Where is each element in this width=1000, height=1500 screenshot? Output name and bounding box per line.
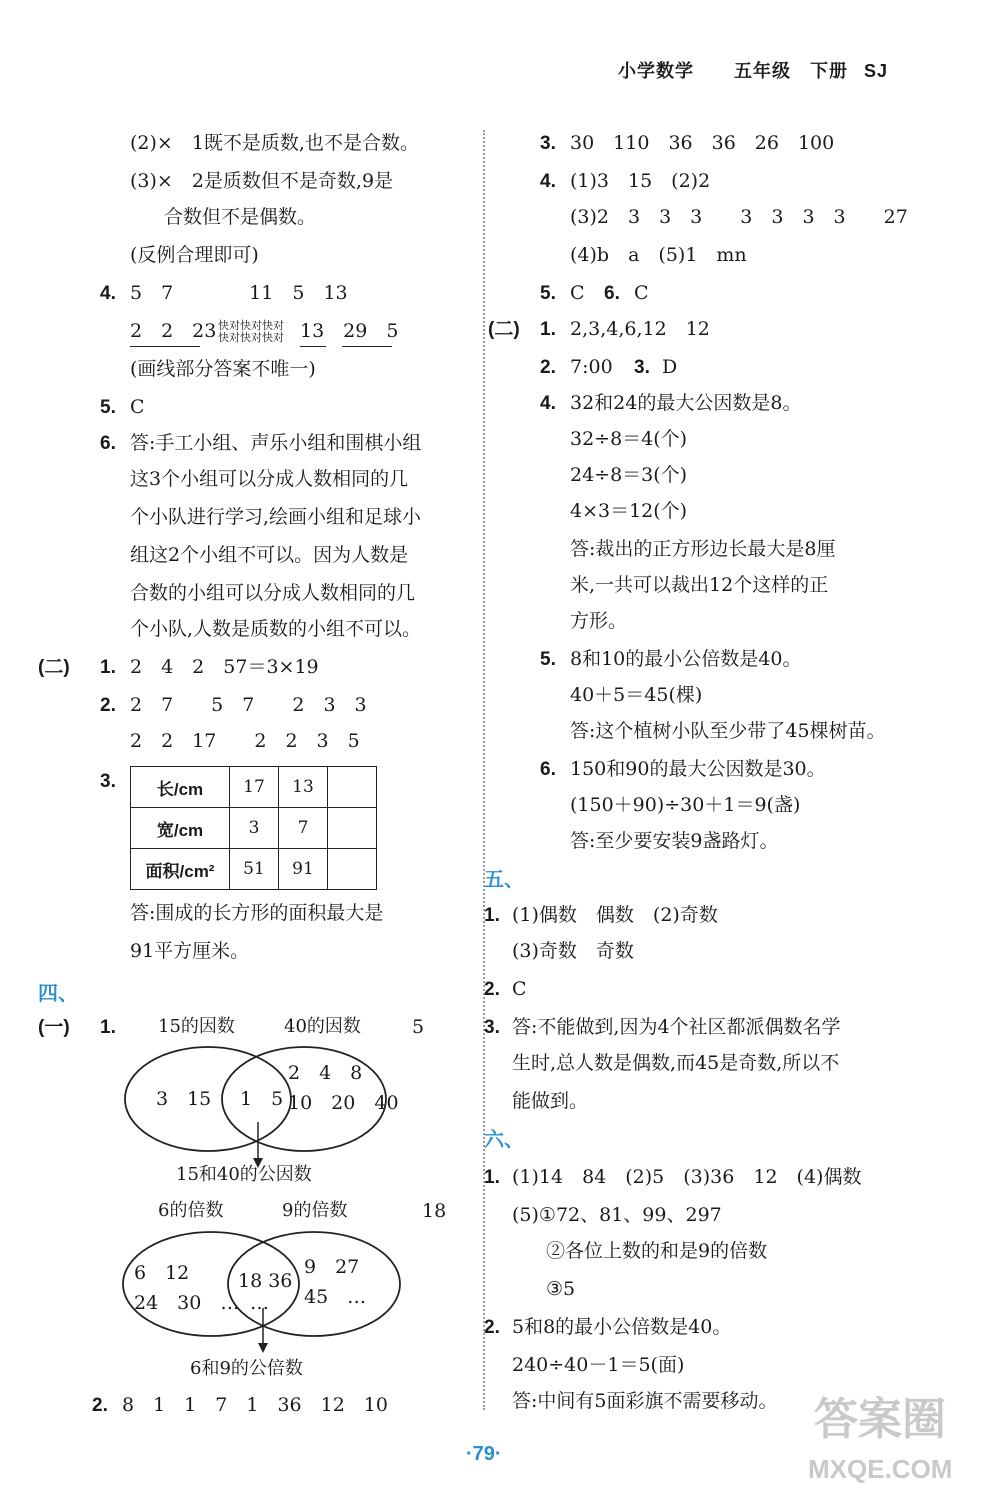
r-s2-q1-answer: 2,3,4,6,12 12 [570, 318, 710, 340]
s6-q1-row-c: ②各位上数的和是9的倍数 [546, 1240, 768, 1262]
s6-q2-line-3: 答:中间有5面彩旗不需要移动。 [512, 1390, 778, 1412]
s6-q1-row-a: (1)14 84 (2)5 (3)36 12 (4)偶数 [512, 1166, 862, 1188]
table-header-length: 长/cm [131, 767, 230, 808]
s2-q3-answer-2: 91平方厘米。 [130, 940, 250, 962]
table-header-area: 面积/cm² [131, 849, 230, 890]
s5-q2-number: 2. [484, 979, 500, 1000]
header-volume: 下册 [810, 61, 848, 81]
s2-q2-row-a: 2 7 5 7 2 3 3 [130, 694, 367, 716]
r-s2-q2-answer: 7:00 [570, 356, 613, 378]
venn2-left-bottom: 24 30 … [134, 1292, 240, 1314]
s41-q1-number: 1. [100, 1017, 116, 1038]
venn2-mid-bottom: … [250, 1292, 269, 1314]
s5-q1-row-a: (1)偶数 偶数 (2)奇数 [512, 904, 718, 926]
left-line-2: (3)× 2是质数但不是奇数,9是 [130, 170, 394, 192]
venn2-right-label: 9的倍数 [282, 1200, 348, 1221]
venn2-arrowhead [258, 1343, 268, 1353]
watermark-url: MXQE.COM [808, 1454, 953, 1484]
q4-row-b2: 13 29 5 [300, 320, 399, 342]
left-line-3: 合数但不是偶数。 [164, 206, 317, 228]
table-cell [328, 767, 377, 808]
s2-q2-number: 2. [100, 695, 116, 716]
r-s2-q5-line-1: 8和10的最小公倍数是40。 [570, 648, 802, 670]
r-q4-row-c: (4)b a (5)1 mn [570, 244, 747, 266]
q6-line-6: 个小队,人数是质数的小组不可以。 [130, 618, 422, 640]
q6-line-4: 组这2个小组不可以。因为人数是 [130, 544, 409, 566]
s6-q2-number: 2. [484, 1317, 500, 1338]
s5-q3-line-3: 能做到。 [512, 1090, 589, 1112]
venn2-extra: 18 [422, 1200, 447, 1222]
r-q6-number: 6. [604, 283, 620, 304]
q5-answer: C [130, 396, 145, 418]
s2-q2-row-b: 2 2 17 2 2 3 5 [130, 730, 360, 752]
q6-number: 6. [100, 433, 116, 454]
q4-overlay-1: 快对快对快对 [218, 319, 284, 332]
table-cell: 7 [279, 808, 328, 849]
s6-q1-number: 1. [484, 1167, 500, 1188]
q6-line-1: 答:手工小组、声乐小组和围棋小组 [130, 432, 422, 454]
s42-number: 2. [92, 1395, 108, 1416]
r-s2-q4-line-6: 米,一共可以裁出12个这样的正 [570, 574, 829, 596]
r-s2-q2-number: 2. [540, 357, 556, 378]
r-q4-row-b: (3)2 3 3 3 3 3 3 3 27 [570, 206, 908, 228]
header-grade: 五年级 [734, 61, 791, 81]
r-s2-q5-line-2: 40＋5＝45(棵) [570, 684, 703, 706]
table-cell [328, 808, 377, 849]
table-cell: 3 [230, 808, 279, 849]
venn2-right-bottom: 45 … [304, 1286, 367, 1308]
venn2-caption: 6和9的公倍数 [190, 1358, 303, 1379]
q4-overlay-2: 快对快对快对 [218, 331, 284, 344]
r-s2-q4-number: 4. [540, 393, 556, 414]
q4-underline-1 [130, 346, 200, 347]
s2-q1-answer: 2 4 2 57＝3×19 [130, 656, 319, 678]
q5-number: 5. [100, 397, 116, 418]
section-6-heading: 六、 [484, 1129, 524, 1151]
r-q3-number: 3. [540, 133, 556, 154]
r-s2-q4-line-1: 32和24的最大公因数是8。 [570, 392, 802, 414]
r-s2-q5-line-3: 答:这个植树小队至少带了45棵树苗。 [570, 720, 886, 742]
s5-q3-line-2: 生时,总人数是偶数,而45是奇数,所以不 [512, 1052, 840, 1074]
r-s2-q4-line-5: 答:裁出的正方形边长最大是8厘 [570, 538, 836, 560]
table-cell [328, 849, 377, 890]
venn2-left-top: 6 12 [134, 1262, 190, 1284]
section-4-heading: 四、 [38, 983, 78, 1005]
q6-line-2: 这3个小组可以分成人数相同的几 [130, 468, 409, 490]
q6-line-3: 个小队进行学习,绘画小组和足球小 [130, 506, 422, 528]
venn1-left-label: 15的因数 [158, 1016, 235, 1037]
header-edition: SJ [864, 61, 889, 81]
s42-answer: 8 1 1 7 1 36 12 10 [122, 1394, 388, 1416]
r-s2-q6-number: 6. [540, 759, 556, 780]
r-q5-answer: C [570, 282, 604, 304]
r-s2-q6-line-1: 150和90的最大公因数是30。 [570, 758, 826, 780]
s6-q1-row-d: ③5 [546, 1278, 576, 1300]
q4-row-a: 5 7 11 5 13 [130, 282, 348, 304]
q6-line-5: 合数的小组可以分成人数相同的几 [130, 582, 416, 604]
r-s2-q1-number: 1. [540, 319, 556, 340]
right-section-2-label: (二) [488, 319, 520, 340]
r-s2-q4-line-2: 32÷8＝4(个) [570, 428, 688, 450]
s2-q1-number: 1. [100, 657, 116, 678]
venn2-right-top: 9 27 [304, 1256, 360, 1278]
s5-q1-row-b: (3)奇数 奇数 [512, 940, 634, 962]
venn1-mid-values: 1 5 [240, 1088, 284, 1110]
watermark-logo: 答案圈 [814, 1395, 946, 1444]
left-section-2-label: (二) [38, 657, 70, 678]
q4-note: (画线部分答案不唯一) [130, 358, 316, 380]
q4-underline-2 [300, 346, 326, 347]
s2-q3-answer-1: 答:围成的长方形的面积最大是 [130, 902, 384, 924]
r-q3-answer: 30 110 36 36 26 100 [570, 132, 835, 154]
table-cell: 51 [230, 849, 279, 890]
venn2-left-label: 6的倍数 [158, 1200, 224, 1221]
r-q4-number: 4. [540, 171, 556, 192]
section-4-1-label: (一) [38, 1017, 70, 1038]
r-s2-q3-answer: D [662, 356, 678, 378]
table-cell: 13 [279, 767, 328, 808]
venn1-extra: 5 [412, 1016, 425, 1038]
column-divider [483, 130, 485, 1410]
venn1-right-bottom: 10 20 40 [288, 1092, 399, 1114]
table-cell: 17 [230, 767, 279, 808]
table-cell: 91 [279, 849, 328, 890]
r-s2-q4-line-4: 4×3＝12(个) [570, 500, 688, 522]
venn1-left-values: 3 15 [156, 1088, 212, 1110]
s6-q2-line-1: 5和8的最小公倍数是40。 [512, 1316, 732, 1338]
r-q5-number: 5. [540, 283, 556, 304]
r-s2-q6-line-3: 答:至少要安装9盏路灯。 [570, 830, 779, 852]
q4-row-b1: 2 2 23 [130, 320, 217, 342]
left-line-4: (反例合理即可) [130, 244, 259, 266]
s5-q3-line-1: 答:不能做到,因为4个社区都派偶数名学 [512, 1016, 841, 1038]
r-s2-q5-number: 5. [540, 649, 556, 670]
page-number: ·79· [466, 1443, 502, 1465]
rectangle-table [130, 766, 377, 890]
venn2-mid-top: 18 36 [238, 1270, 293, 1292]
q4-number: 4. [100, 283, 116, 304]
venn1-right-top: 2 4 8 [288, 1062, 363, 1084]
r-s2-q4-line-7: 方形。 [570, 610, 628, 632]
r-q4-row-a: (1)3 15 (2)2 [570, 170, 711, 192]
left-line-1: (2)× 1既不是质数,也不是合数。 [130, 132, 419, 154]
table-header-width: 宽/cm [131, 808, 230, 849]
r-s2-q6-line-2: (150＋90)÷30＋1＝9(盏) [570, 794, 801, 816]
venn1-caption: 15和40的公因数 [176, 1164, 312, 1185]
r-q6-answer: C [634, 282, 649, 304]
s6-q2-line-2: 240÷40－1＝5(面) [512, 1354, 685, 1376]
s5-q3-number: 3. [484, 1017, 500, 1038]
s6-q1-row-b: (5)①72、81、99、297 [512, 1204, 722, 1226]
q4-underline-3 [342, 346, 392, 347]
s5-q2-answer: C [512, 978, 527, 1000]
r-s2-q3-number: 3. [634, 357, 650, 378]
venn1-right-label: 40的因数 [284, 1016, 361, 1037]
header-subject: 小学数学 [618, 61, 694, 81]
s2-q3-number: 3. [100, 771, 116, 792]
r-s2-q4-line-3: 24÷8＝3(个) [570, 464, 688, 486]
section-5-heading: 五、 [484, 869, 524, 891]
s5-q1-number: 1. [484, 905, 500, 926]
